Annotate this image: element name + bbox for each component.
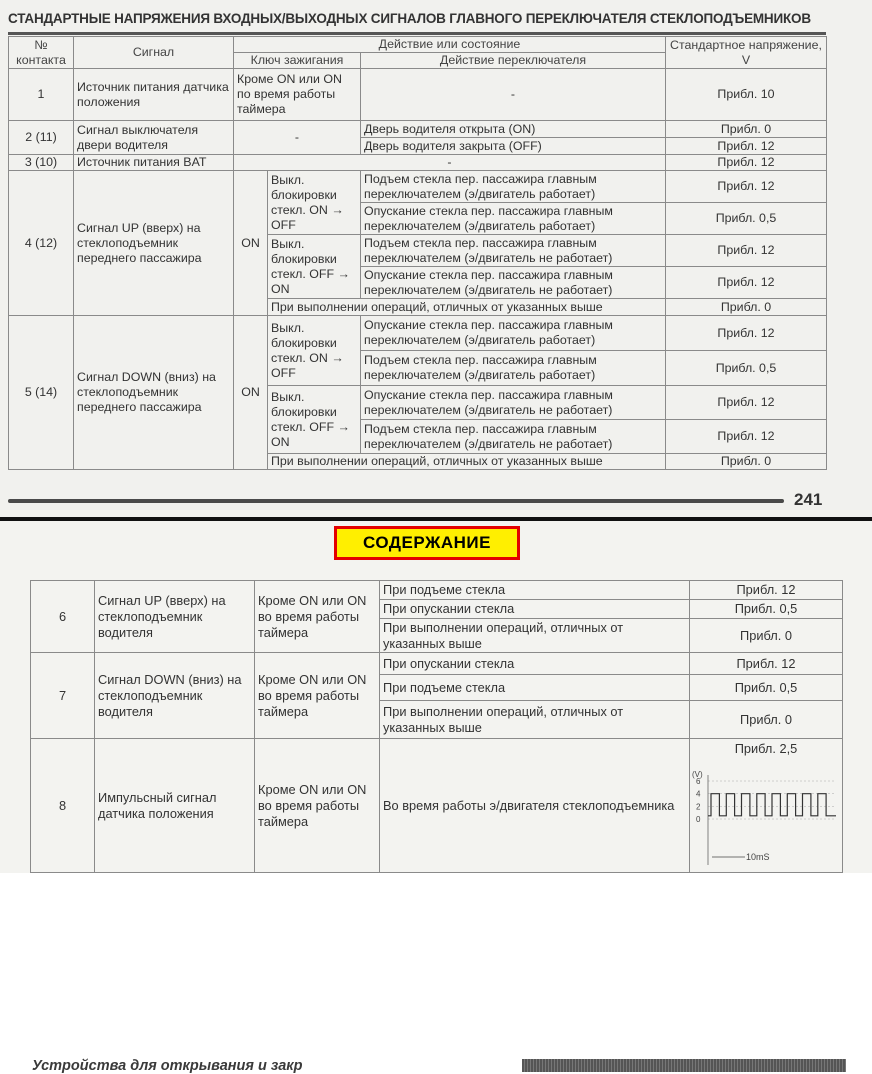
scope-pulse-trace bbox=[708, 794, 836, 816]
ignition-cell: ON bbox=[234, 316, 268, 470]
action-cell: При выполнении операций, отличных от указанных выше bbox=[380, 701, 690, 739]
page-top bbox=[0, 0, 872, 517]
contents-button[interactable]: СОДЕРЖАНИЕ bbox=[334, 526, 520, 560]
header-voltage: Стандартное напряжение, V bbox=[666, 37, 827, 69]
signal-cell: Сигнал UP (вверх) на стеклоподъемник переднего пассажира bbox=[74, 171, 234, 316]
contact-cell: 4 (12) bbox=[9, 171, 74, 316]
voltage-cell: Прибл. 12 bbox=[666, 386, 827, 420]
voltage-cell: Прибл. 12 bbox=[666, 267, 827, 299]
table-row bbox=[9, 171, 827, 203]
action-cell: Опускание стекла пер. пассажира главным переключателем (э/двигатель не работает) bbox=[361, 267, 666, 299]
lock-switch-cell: Выкл. блокировки стекл. ON → OFF bbox=[268, 171, 361, 235]
table-row bbox=[31, 581, 843, 600]
voltage-table bbox=[8, 36, 827, 470]
action-cell: При опускании стекла bbox=[380, 600, 690, 619]
table-row bbox=[9, 69, 827, 121]
voltage-cell: Прибл. 10 bbox=[666, 69, 827, 121]
contact-cell: 8 bbox=[31, 739, 95, 873]
page-number: 241 bbox=[794, 490, 823, 509]
contact-cell: 5 (14) bbox=[9, 316, 74, 470]
contact-cell: 6 bbox=[31, 581, 95, 653]
title-rule bbox=[8, 32, 826, 35]
action-cell: Подъем стекла пер. пассажира главным переключателем (э/двигатель не работает) bbox=[361, 235, 666, 267]
voltage-cell: Прибл. 0,5 bbox=[666, 351, 827, 386]
page-bottom bbox=[0, 521, 872, 1074]
lock-switch-cell: Выкл. блокировки стекл. OFF → ON bbox=[268, 235, 361, 299]
scope-time-label: 10mS bbox=[746, 852, 770, 862]
action-cell: При подъеме стекла bbox=[380, 675, 690, 701]
table-row bbox=[9, 316, 827, 351]
action-cell: Во время работы э/двигателя стеклоподъемника bbox=[380, 739, 690, 873]
voltage-table-continued bbox=[30, 580, 843, 873]
header-contact: № контакта bbox=[9, 37, 74, 69]
voltage-cell: Прибл. 12 bbox=[666, 235, 827, 267]
table-title: СТАНДАРТНЫЕ НАПРЯЖЕНИЯ ВХОДНЫХ/ВЫХОДНЫХ СИГНАЛОВ ГЛАВНОГО ПЕРЕКЛЮЧАТЕЛЯ СТЕКЛОПОДЪЕМНИКОВ bbox=[8, 11, 811, 26]
lock-switch-cell: Выкл. блокировки стекл. ON → OFF bbox=[268, 316, 361, 386]
action-cell: - bbox=[361, 69, 666, 121]
action-cell: Подъем стекла пер. пассажира главным переключателем (э/двигатель работает) bbox=[361, 171, 666, 203]
table-row bbox=[9, 155, 827, 171]
action-cell: Опускание стекла пер. пассажира главным переключателем (э/двигатель работает) bbox=[361, 316, 666, 351]
voltage-cell: Прибл. 12 bbox=[666, 171, 827, 203]
action-cell: При выполнении операций, отличных от указанных выше bbox=[268, 299, 666, 316]
header-ignition: Ключ зажигания bbox=[234, 53, 361, 69]
voltage-cell: Прибл. 0 bbox=[690, 701, 843, 739]
action-cell: Дверь водителя закрыта (OFF) bbox=[361, 138, 666, 155]
signal-cell: Сигнал DOWN (вниз) на стеклоподъемник водителя bbox=[95, 653, 255, 739]
voltage-cell: Прибл. 12 bbox=[690, 653, 843, 675]
scope-y-tick-label: 6 bbox=[696, 777, 701, 786]
ignition-cell: Кроме ON или ON во время работы таймера bbox=[255, 739, 380, 873]
pulse-waveform bbox=[690, 757, 840, 869]
ignition-cell: Кроме ON или ON во время работы таймера bbox=[255, 581, 380, 653]
voltage-cell: Прибл. 0 bbox=[666, 454, 827, 470]
scope-y-tick-label: 2 bbox=[696, 802, 701, 812]
action-cell: При выполнении операций, отличных от указанных выше bbox=[380, 619, 690, 653]
ignition-cell: - bbox=[234, 121, 361, 155]
page-footer-rule bbox=[8, 499, 784, 503]
action-cell: При выполнении операций, отличных от указанных выше bbox=[268, 454, 666, 470]
signal-cell: Источник питания датчика положения bbox=[74, 69, 234, 121]
scope-unit-label: (V) bbox=[692, 770, 703, 779]
voltage-cell: Прибл. 12 bbox=[666, 138, 827, 155]
signal-cell: Источник питания BAT bbox=[74, 155, 234, 171]
action-cell: При опускании стекла bbox=[380, 653, 690, 675]
voltage-value: Прибл. 2,5 bbox=[734, 741, 798, 756]
signal-cell: Импульсный сигнал датчика положения bbox=[95, 739, 255, 873]
voltage-cell: Прибл. 12 bbox=[690, 581, 843, 600]
voltage-cell: Прибл. 0,5 bbox=[690, 675, 843, 701]
voltage-cell: Прибл. 12 bbox=[666, 420, 827, 454]
section-title: Устройства для открывания и закр bbox=[32, 1058, 303, 1074]
action-cell: При подъеме стекла bbox=[380, 581, 690, 600]
voltage-cell: Прибл. 0 bbox=[666, 299, 827, 316]
ignition-cell: Кроме ON или ON во время работы таймера bbox=[255, 653, 380, 739]
action-cell: Дверь водителя открыта (ON) bbox=[361, 121, 666, 138]
table-row bbox=[31, 653, 843, 675]
signal-cell: Сигнал UP (вверх) на стеклоподъемник водителя bbox=[95, 581, 255, 653]
contact-cell: 3 (10) bbox=[9, 155, 74, 171]
lock-switch-cell: Выкл. блокировки стекл. OFF → ON bbox=[268, 386, 361, 454]
signal-cell: Сигнал DOWN (вниз) на стеклоподъемник переднего пассажира bbox=[74, 316, 234, 470]
action-cell: Опускание стекла пер. пассажира главным переключателем (э/двигатель работает) bbox=[361, 203, 666, 235]
table-row bbox=[9, 121, 827, 138]
action-cell: - bbox=[234, 155, 666, 171]
voltage-cell bbox=[690, 739, 843, 873]
ignition-cell: Кроме ON или ON по время работы таймера bbox=[234, 69, 361, 121]
signal-cell: Сигнал выключателя двери водителя bbox=[74, 121, 234, 155]
scope-y-ticks bbox=[696, 777, 701, 824]
contact-cell: 2 (11) bbox=[9, 121, 74, 155]
voltage-cell: Прибл. 12 bbox=[666, 155, 827, 171]
voltage-cell: Прибл. 0 bbox=[666, 121, 827, 138]
section-title-rule bbox=[522, 1059, 846, 1072]
voltage-cell: Прибл. 0,5 bbox=[690, 600, 843, 619]
header-signal: Сигнал bbox=[74, 37, 234, 69]
action-cell: Подъем стекла пер. пассажира главным переключателем (э/двигатель работает) bbox=[361, 351, 666, 386]
action-cell: Подъем стекла пер. пассажира главным переключателем (э/двигатель не работает) bbox=[361, 420, 666, 454]
action-cell: Опускание стекла пер. пассажира главным переключателем (э/двигатель не работает) bbox=[361, 386, 666, 420]
voltage-cell: Прибл. 0 bbox=[690, 619, 843, 653]
header-switch-action: Действие переключателя bbox=[361, 53, 666, 69]
contact-cell: 7 bbox=[31, 653, 95, 739]
ignition-cell: ON bbox=[234, 171, 268, 316]
header-action: Действие или состояние bbox=[234, 37, 666, 53]
scope-grid bbox=[708, 775, 836, 865]
table-row bbox=[31, 739, 843, 873]
scope-y-tick-label: 4 bbox=[696, 789, 701, 799]
voltage-cell: Прибл. 12 bbox=[666, 316, 827, 351]
voltage-cell: Прибл. 0,5 bbox=[666, 203, 827, 235]
scope-y-tick-label: 0 bbox=[696, 815, 701, 824]
contact-cell: 1 bbox=[9, 69, 74, 121]
